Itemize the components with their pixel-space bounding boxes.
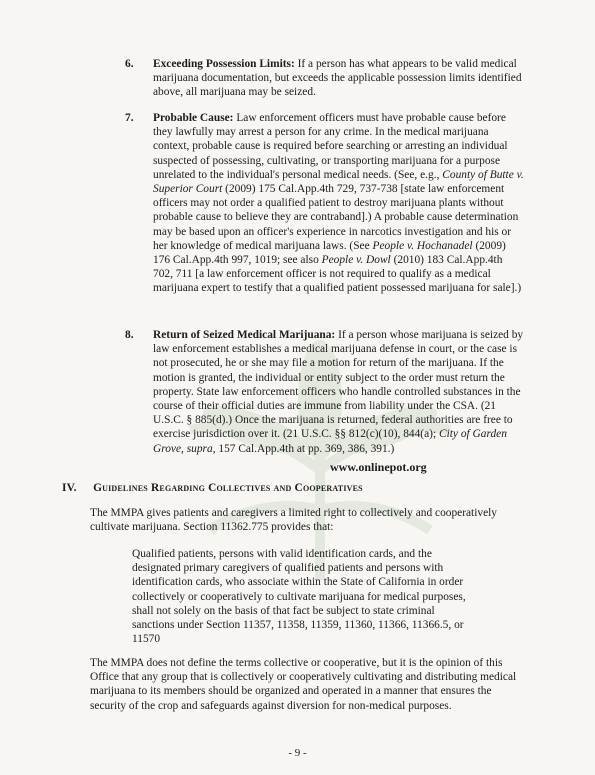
intro-paragraph: The MMPA gives patients and caregivers a limited right to collectively and cooperatively cultivate marijuana. Section 11362.775 provides that: [90, 507, 498, 534]
item-body [153, 57, 525, 100]
page-number: - 9 - [288, 747, 307, 759]
case-citation: People v. Dowl [321, 254, 391, 267]
item-text: Law enforcement officers must have probable cause before they lawfully may arrest a person for any crime. In the medical marijuana context, probable cause is required before searching or arresting an individual suspected of possessing, cultivating, or transporting marijuana for a purpose unrelated to the individual's personal medical needs. (See, e.g., [153, 112, 508, 181]
item-text: If a person has what appears to be valid medical marijuana documentation, but exceeds the applicable possession limits identified above, all marijuana may be seized. [153, 58, 522, 99]
item-number: 8. [125, 329, 134, 341]
closing-paragraph: The MMPA does not define the terms collective or cooperative, but it is the opinion of this Office that any group that is collectively or cooperatively cultivating and distributing medical marijuana to its members should be organized and operated in a manner that ensures the security of the crop and safeguards against diversion for non-medical purposes. [90, 657, 517, 712]
item-text: 157 Cal.App.4th at pp. 369, 386, 391.) [218, 442, 395, 455]
item-heading: Return of Seized Medical Marijuana: [153, 329, 336, 341]
item-text: If a person whose marijuana is seized by law enforcement establishes a medical marijuana defense in court, or the case is not prosecuted, he or she may file a motion for return of the marijuana. If the motion is granted, the individual or entity subject to the order must return the property. State law enforcement officers who handle controlled substances in the course of their official duties are immune from liability under the CSA. (21 U.S.C. § 885(d).) Once the marijuana is returned, federal authorities are free to exercise jurisdiction over it. (21 U.S.C. §§ 812(c)(10), 844(a); [153, 329, 524, 441]
case-citation: People v. Hochanadel [372, 239, 473, 252]
item-number: 6. [125, 58, 134, 70]
item-heading: Probable Cause: [153, 112, 234, 124]
item-text: (2009) 175 Cal.App.4th 729, 737-738 [state law enforcement officers may not order a qualified patient to destroy marijuana plants without probable cause to believe they are contraband].) A probable cause determination may be based upon an officer's experience in narcotics investigation and his or her knowledge of medical marijuana laws. (See [153, 183, 519, 252]
section-title: Guidelines Regarding Collectives and Cooperatives [93, 482, 363, 494]
watermark-url: www.onlinepot.org [330, 460, 427, 474]
list-item-8 [125, 328, 525, 456]
item-number: 7. [125, 112, 134, 124]
item-heading: Exceeding Possession Limits: [153, 58, 295, 70]
section-heading [62, 482, 363, 494]
item-body [153, 111, 525, 296]
section-number: IV. [62, 482, 77, 494]
list-item-6 [125, 57, 525, 100]
item-text: (2010) 183 Cal.App.4th 702, 711 [a law enforcement officer is not required to qualify as a medical marijuana expert to testify that a qualified patient possessed marijuana for sale].) [153, 254, 522, 295]
block-quote: Qualified patients, persons with valid identification cards, and the designated primary caregivers of qualified patients and persons with identification cards, who associate within the State of California in order collectively or cooperatively to cultivate marijuana for medical purposes, shall not solely on the basis of that fact be subject to state criminal sanctions under Section 11357, 11358, 11359, 11360, 11366, 11366.5, or 11570 [132, 548, 466, 646]
case-citation: County of Butte v. Superior Court [153, 168, 524, 196]
item-text: (2009) 176 Cal.App.4th 997, 1019; see also [153, 239, 506, 267]
case-citation: City of Garden Grove, supra, [153, 428, 507, 455]
list-item-7 [125, 111, 525, 296]
item-body [153, 328, 525, 456]
